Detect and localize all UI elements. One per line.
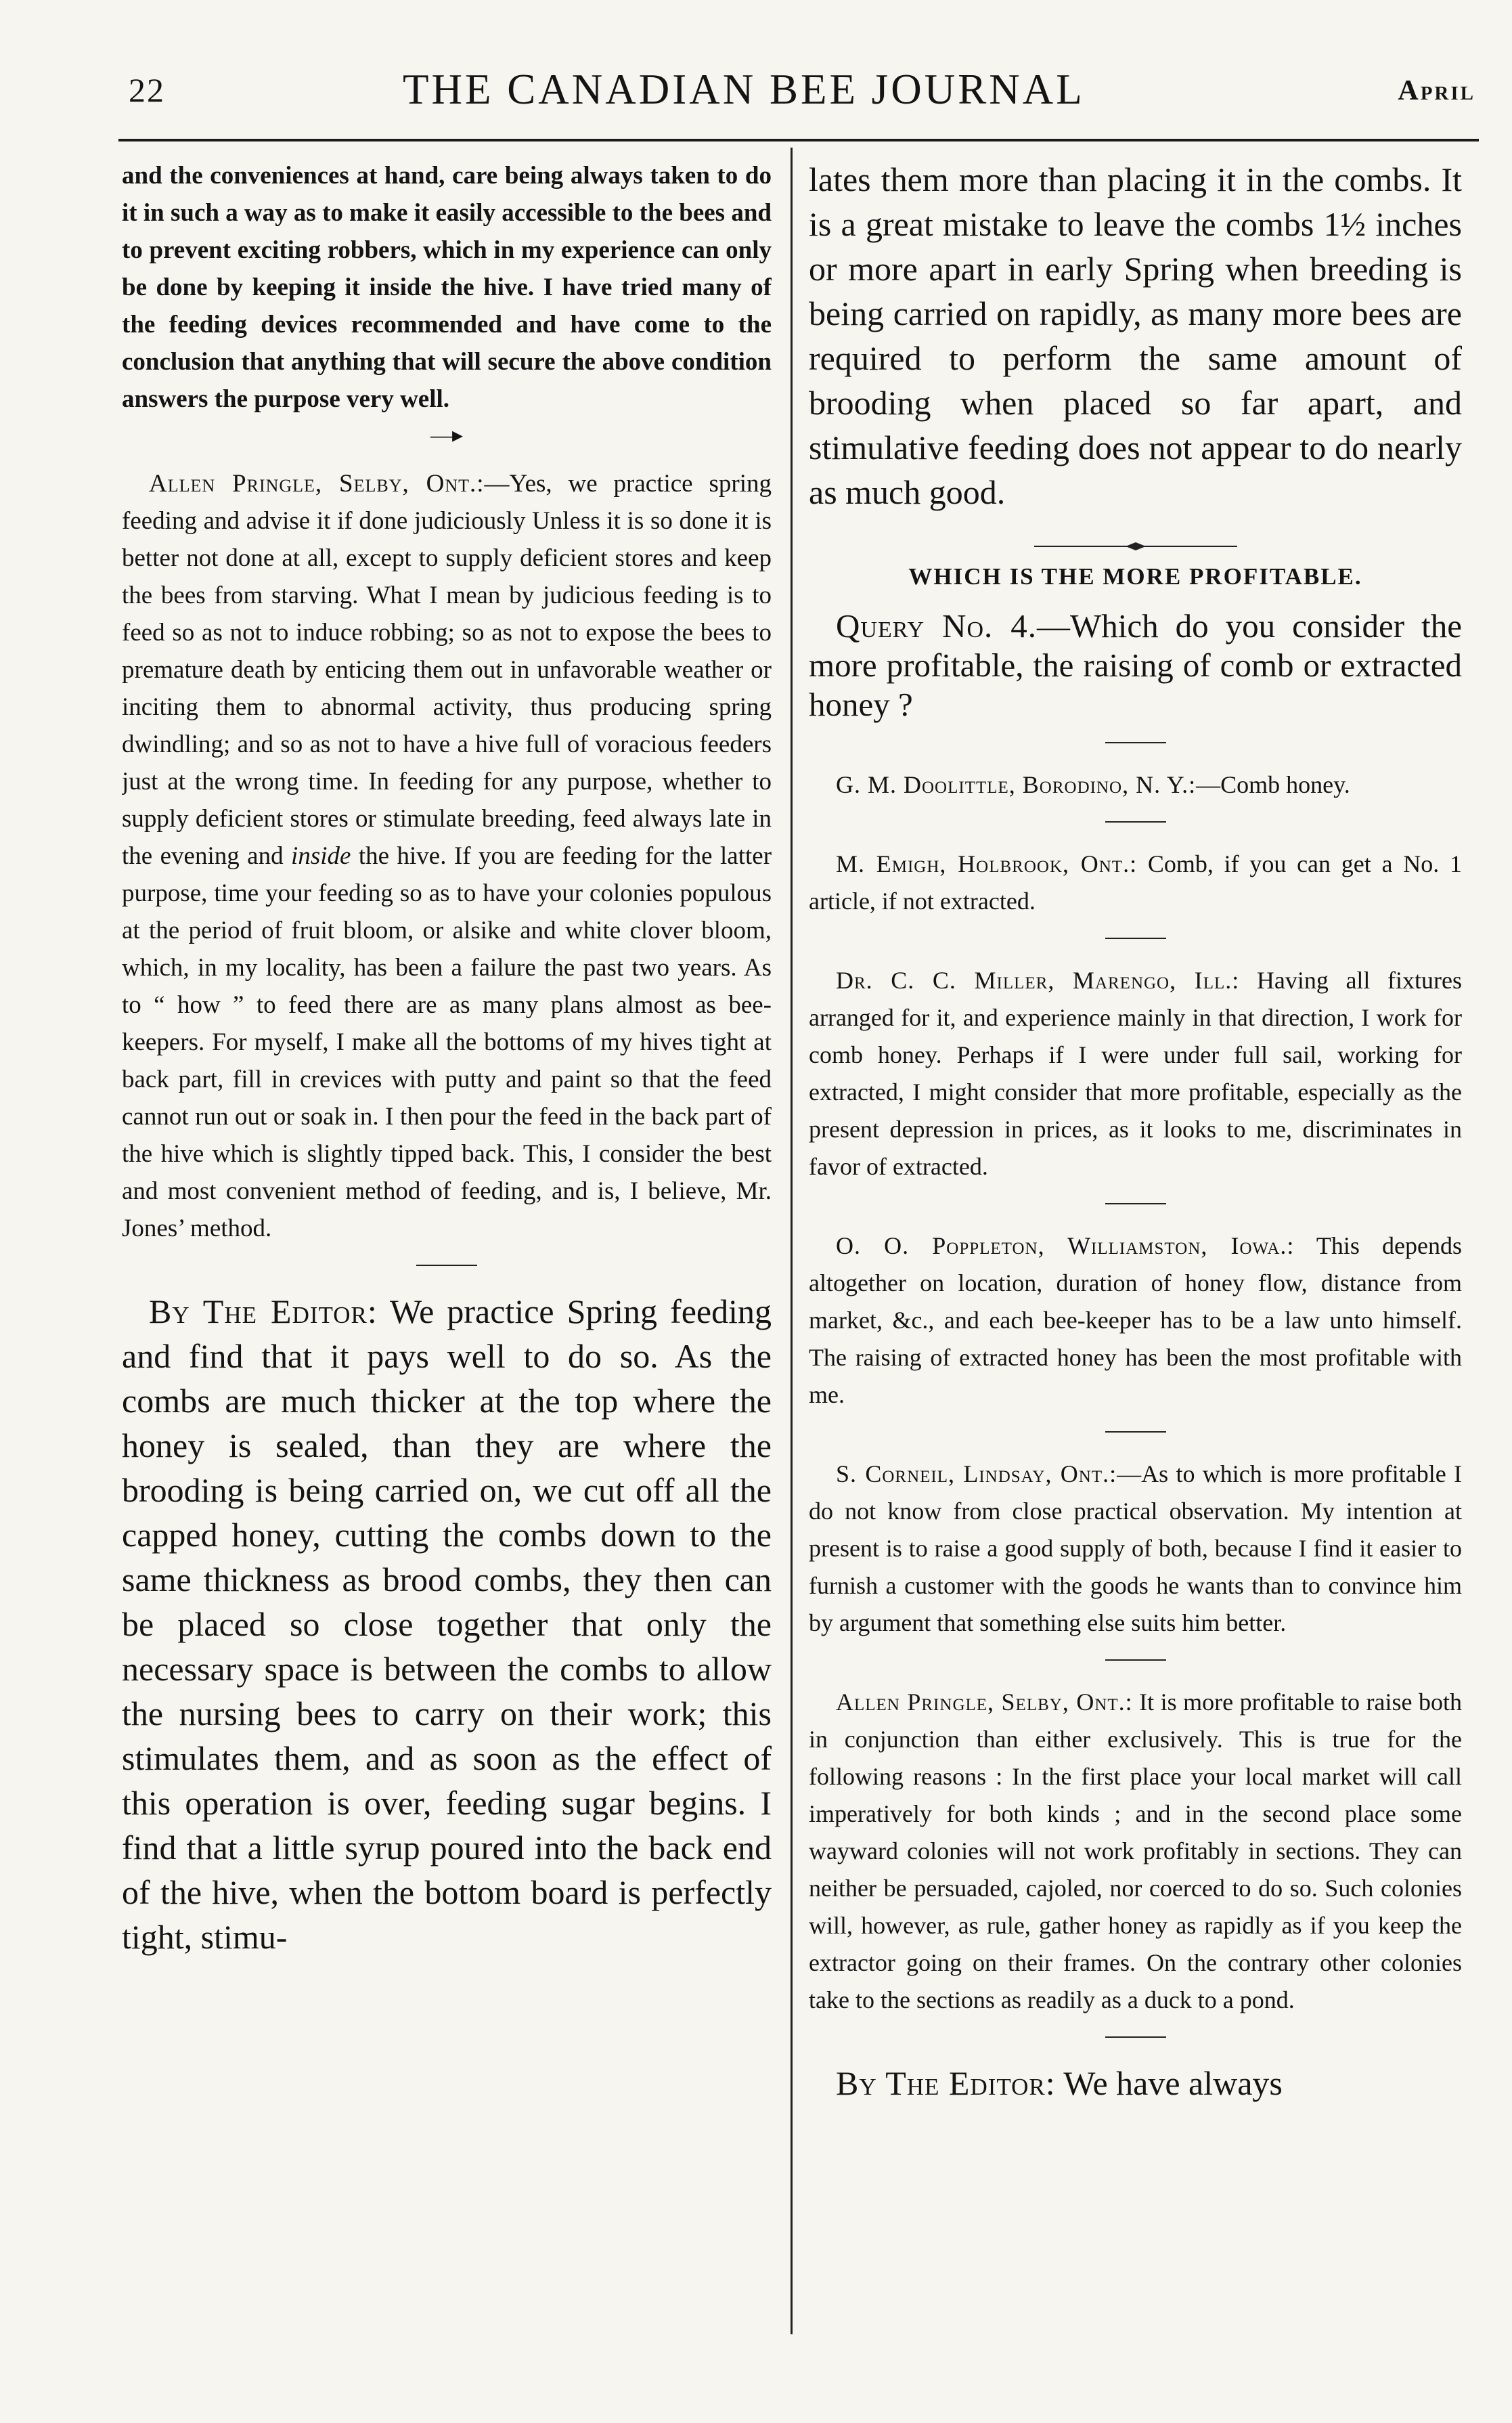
editor-label: By The Editor: [836, 2064, 1056, 2102]
answer-author: M. Emigh, Holbrook, Ont.: [836, 850, 1138, 877]
arrow-separator-icon: —▸ [430, 422, 464, 447]
answer-text: —Comb honey. [1196, 771, 1350, 798]
journal-title: THE CANADIAN BEE JOURNAL [403, 66, 1085, 113]
answer-paragraph [809, 962, 1462, 1185]
pringle-italic: inside [291, 842, 351, 870]
editor-label: By The Editor: [149, 1292, 378, 1330]
separator-rule [1105, 742, 1166, 743]
answer-paragraph [809, 1684, 1462, 2019]
separator-rule [1105, 821, 1166, 823]
answer-author: S. Corneil, Lindsay, Ont.: [836, 1460, 1117, 1487]
editor-continued: lates them more than placing it in the combs. It is a great mistake to leave the combs 1½ inches or more apart in early Spring when breeding is being carried on rapidly, as many more bees are required to perform the same amount of brooding when placed so far apart, and stimulative feeding does not appear to do nearly as much good. [809, 160, 1462, 511]
answer-text: Comb, if you can get a No. 1 article, if not extracted. [809, 850, 1462, 915]
query-label: Query No. 4. [836, 607, 1038, 645]
editor-note-right [809, 2061, 1462, 2105]
left-column [122, 157, 772, 2357]
answer-paragraph [809, 846, 1462, 920]
answer-text: It is more profitable to raise both in conjunction than either exclusively. This is true for the following reasons : In the first place your local market will call imperatively for both kinds ; and in the second place some wayward colonies will not work profitably in sections. They can neither be persuaded, cajoled, nor coerced to do so. Such colonies will, however, as rule, gather honey as rapidly as if you keep the extractor going on their frames. On the contrary other colonies take to the sections as readily as a duck to a pond. [809, 1688, 1462, 2013]
answer-text: This depends altogether on location, duration of honey flow, distance from market, &c., and each bee-keeper has to be a law unto himself. The raising of extracted honey has been the most profitable with me. [809, 1232, 1462, 1408]
pringle-text: —Yes, we practice spring feeding and advise it if done judiciously Unless it is so done it is better not done at all, except to supply deficient stores and keep the bees from starving. What I mean by judicious feeding is to feed so as not to induce robbing; so as not to expose the bees to premature death by enticing them out in unfavorable weather or inciting them to abnormal activity, thus producing spring dwindling; and so as not to have a hive full of voracious feeders just at the wrong time. In feeding for any purpose, whether to supply deficient stores or stimulate breeding, feed always late in the evening and [122, 470, 772, 870]
answer-paragraph [809, 1456, 1462, 1642]
editor-text: We have always [1063, 2064, 1283, 2102]
pringle-text-2: the hive. If you are feeding for the latter purpose, time your feeding so as to have your colonies populous at the period of fruit bloom, or alsike and white clover bloom, which, in my locality, has been a failure the past two years. As to “ how ” to feed there are as many plans almost as bee-keepers. For myself, I make all the bottoms of my hives tight at back part, fill in crevices with putty and paint so that the feed cannot run out or soak in. I then pour the feed in the back part of the hive which is slightly tipped back. This, I consider the best and most convenient method of feeding, and is, I believe, Mr. Jones’ method. [122, 842, 772, 1242]
issue-month: April [1398, 75, 1475, 106]
answer-author: O. O. Poppleton, Williamston, Iowa.: [836, 1232, 1295, 1259]
query-text: —Which do you consider the more profitable, the raising of comb or extracted honey ? [809, 607, 1462, 723]
editor-note [122, 1289, 772, 1959]
separator-rule [1105, 1431, 1166, 1433]
pringle-answer [122, 465, 772, 1247]
separator-rule [1105, 1659, 1166, 1661]
continued-paragraph: and the conveniences at hand, care being always taken to do it in such a way as to make it easily accessible to the bees and to prevent exciting robbers, which in my experience can only be done by keeping it inside the hive. I have tried many of the feeding devices recommended and have come to the conclusion that anything that will secure the above condition answers the purpose very well. [122, 162, 772, 413]
separator-rule [1105, 1203, 1166, 1204]
answer-text: —As to which is more profitable I do not know from close practical observation. My intention at present is to raise a good supply of both, because I find it easier to furnish a customer with the goods he wants than to convince him by argument that something else suits him better. [809, 1460, 1462, 1636]
answer-paragraph [809, 766, 1462, 804]
editor-text: We practice Spring feeding and find that it pays well to do so. As the combs are much thicker at the top where the honey is sealed, than they are where the brooding is being carried on, we cut off all the capped honey, cutting the combs down to the same thickness as brood combs, they then can be placed so close together that only the necessary space is between the combs to allow the nursing bees to carry on their work; this stimulates them, and as soon as the effect of this operation is over, feeding sugar begins. I find that a little syrup poured into the back end of the hive, when the bottom board is perfectly tight, stimu- [122, 1292, 772, 1956]
query-paragraph [809, 607, 1462, 724]
ornament-divider-icon [809, 542, 1462, 551]
column-rule [791, 148, 793, 2334]
answer-text: Having all fixtures arranged for it, and experience mainly in that direction, I work for comb honey. Perhaps if I were under full sail, working for extracted, I might consider that more profitable, especially as the present depression in prices, as it looks to me, discriminates in favor of extracted. [809, 967, 1462, 1180]
separator-rule [1105, 2036, 1166, 2038]
page-number: 22 [129, 71, 165, 109]
answer-author: Allen Pringle, Selby, Ont.: [836, 1688, 1133, 1716]
separator-rule [416, 1265, 477, 1266]
answer-paragraph [809, 1227, 1462, 1414]
answer-author: G. M. Doolittle, Borodino, N. Y.: [836, 771, 1197, 798]
header-rule [118, 139, 1479, 141]
page-header [129, 65, 1475, 126]
pringle-author: Allen Pringle, Selby, Ont.: [149, 470, 485, 498]
right-column [809, 157, 1462, 2357]
answer-author: Dr. C. C. Miller, Marengo, Ill.: [836, 967, 1240, 994]
section-heading: WHICH IS THE MORE PROFITABLE. [908, 563, 1362, 590]
separator-rule [1105, 938, 1166, 939]
